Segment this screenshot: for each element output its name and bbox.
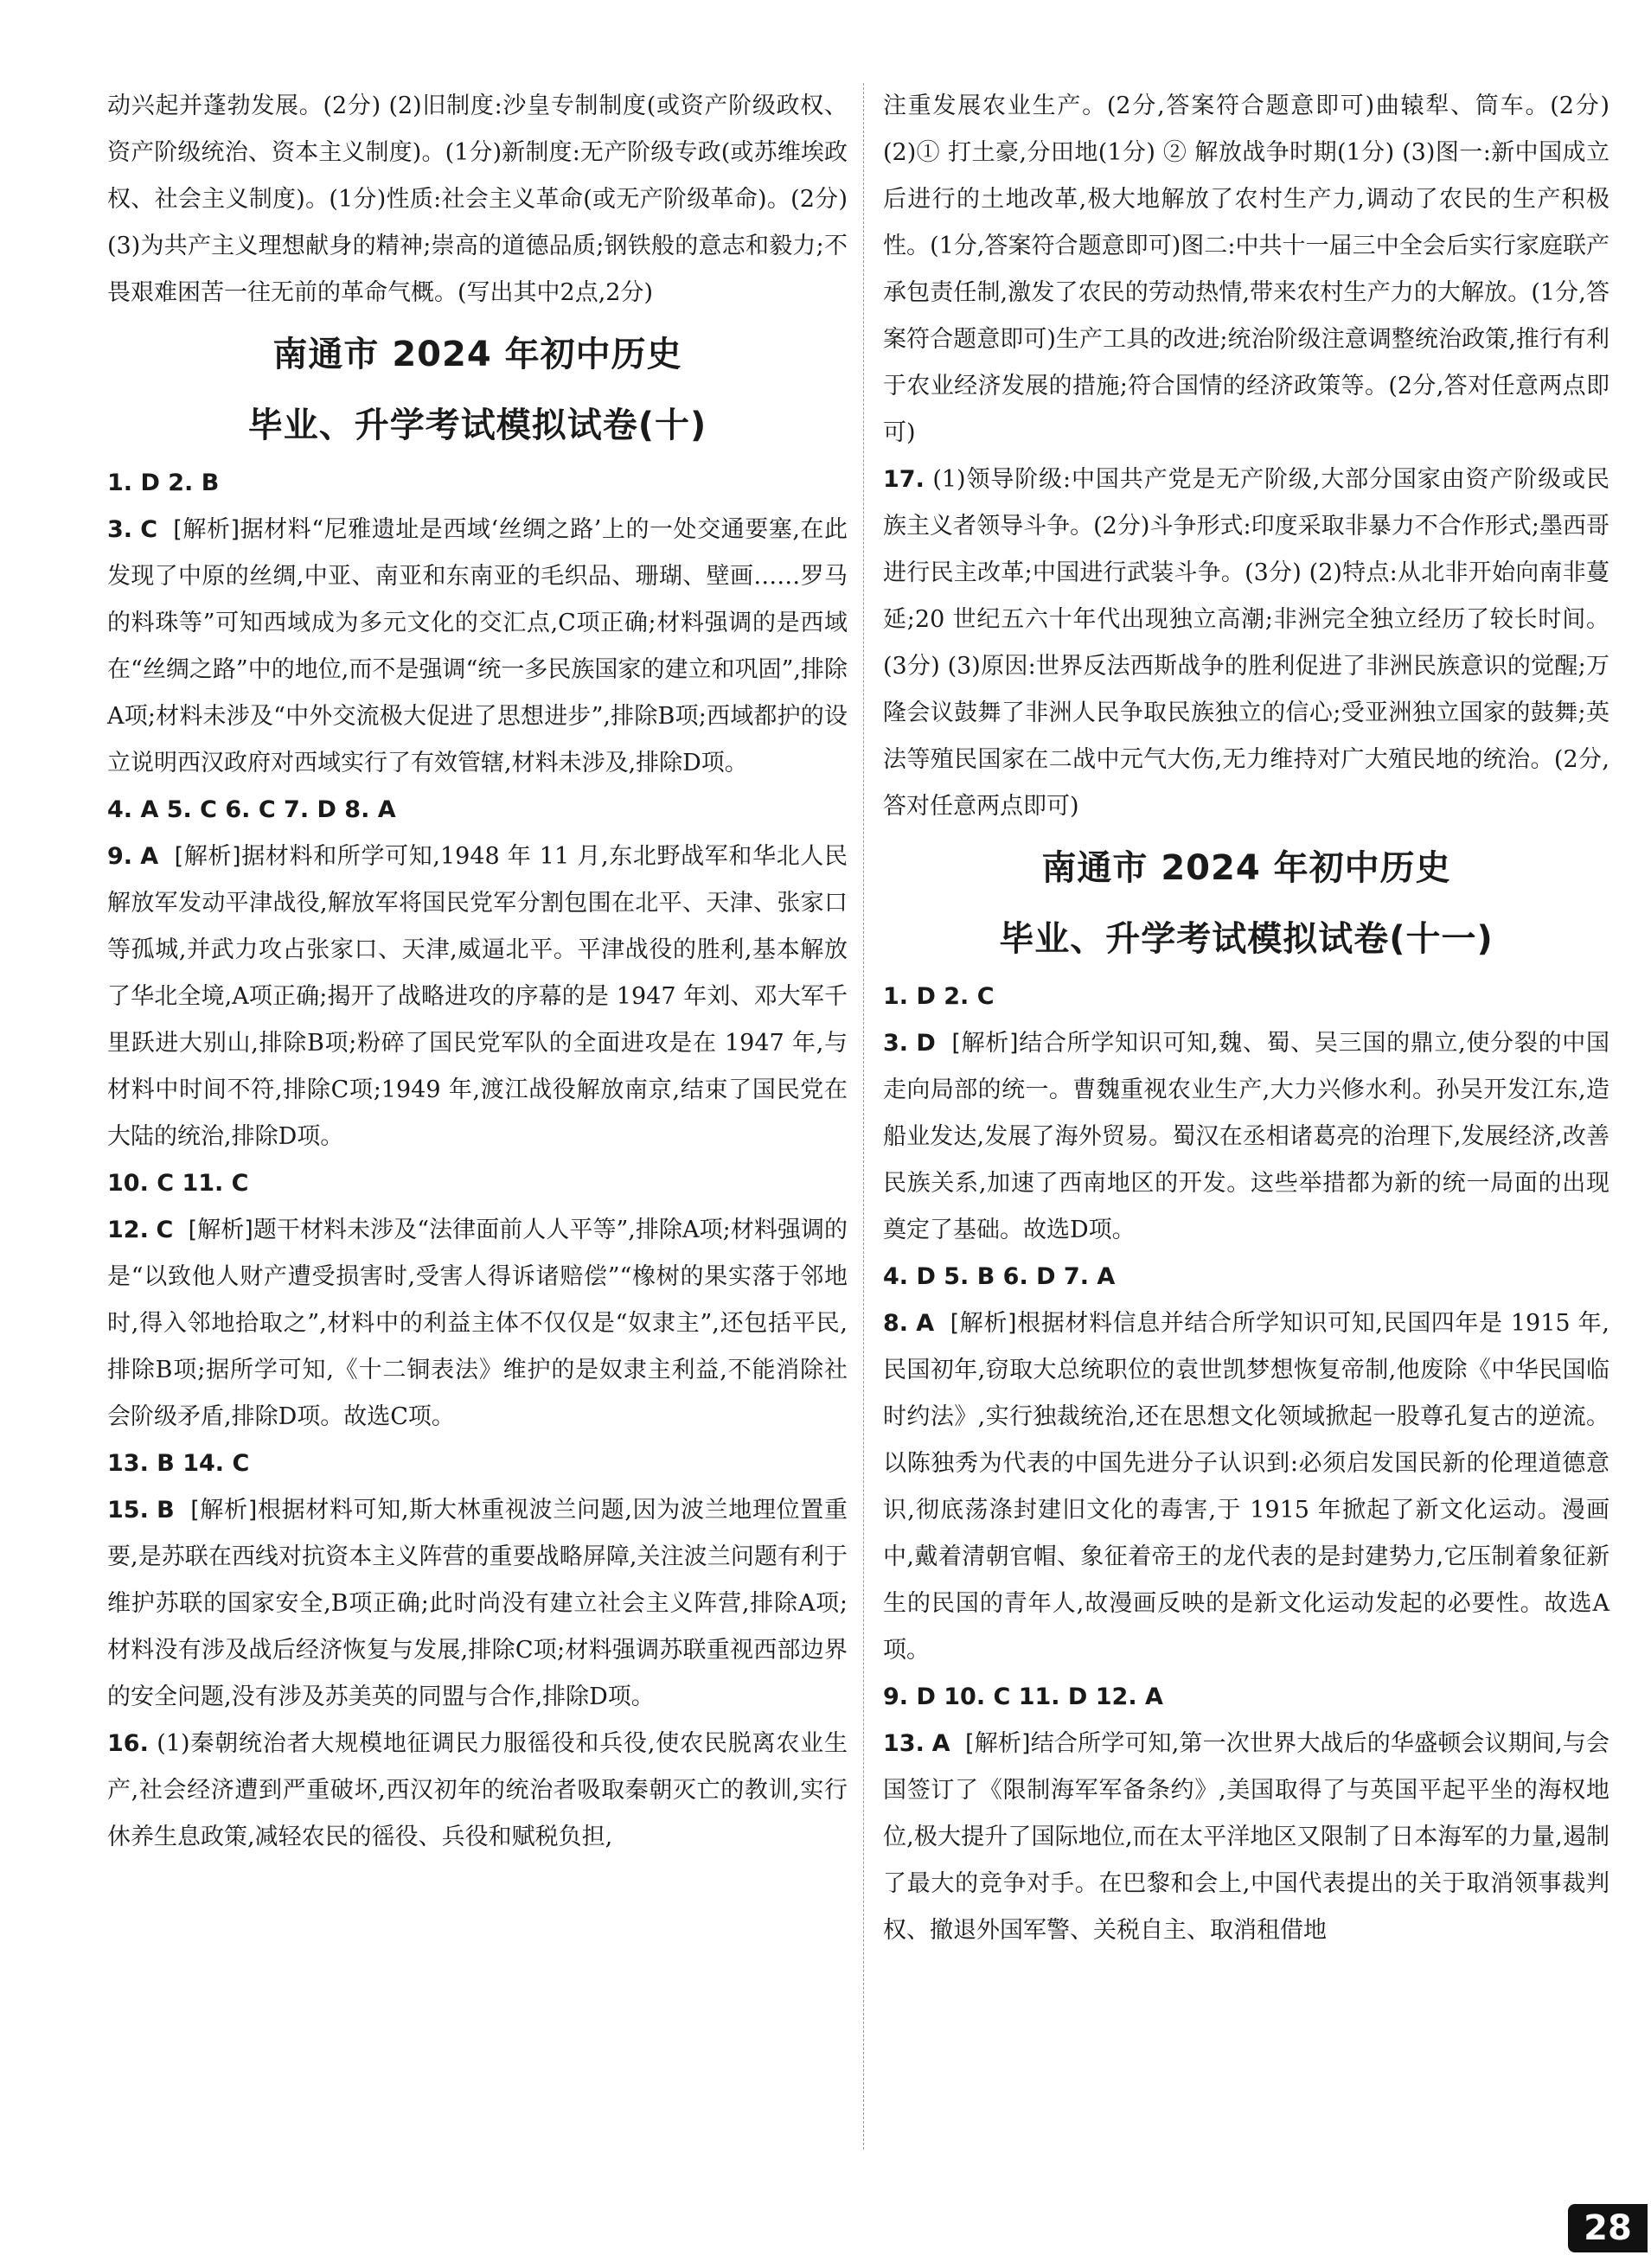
answer-item xyxy=(883,1020,1609,1254)
analysis-text: 结合所学可知,第一次世界大战后的华盛顿会议期间,与会国签订了《限制海军军备条约》,美国取得了与英国平起平坐的海权地位,极大提升了国际地位,而在太平洋地区又限制了日本海军的力量,遏制了最大的竞争对手。在巴黎和会上,中国代表提出的关于取消领事裁判权、撤退外国军警、关税自主、取消租借地 xyxy=(883,1730,1609,1944)
analysis-tag: [解析] xyxy=(174,843,241,870)
answer-list: 1. D 2. B xyxy=(107,470,220,496)
answer-list: 4. A 5. C 6. C 7. D 8. A xyxy=(107,796,396,823)
answer-item xyxy=(107,1207,848,1441)
answer-item xyxy=(107,507,848,787)
question-number: 12. xyxy=(107,1217,149,1243)
question-number: 3. xyxy=(107,516,133,543)
answer-list: 9. D 10. C 11. D 12. A xyxy=(883,1683,1163,1710)
question-number: 13. xyxy=(883,1730,925,1757)
question-number: 17. xyxy=(883,466,925,493)
left-column xyxy=(107,83,848,1861)
exam-title-line2: 毕业、升学考试模拟试卷(十一) xyxy=(999,919,1494,959)
answer-choice: C xyxy=(156,1217,174,1243)
analysis-tag: [解析] xyxy=(188,1217,253,1243)
analysis-tag: [解析] xyxy=(950,1310,1017,1337)
answer-list: 1. D 2. C xyxy=(883,983,995,1010)
analysis-text: 题干材料未涉及“法律面前人人平等”,排除A项;材料强调的是“以致他人财产遭受损害时,受害人得诉诸赔偿”“橡树的果实落于邻地时,得入邻地拾取之”,材料中的利益主体不仅仅是“奴隶主”,还包括平民,排除B项;据所学可知,《十二铜表法》维护的是奴隶主利益,不能消除社会阶级矛盾,排除D项。故选C项。 xyxy=(107,1217,848,1430)
answer-item xyxy=(107,1721,848,1861)
answer-paragraph: 注重发展农业生产。(2分,答案符合题意即可)曲辕犁、筒车。(2分) (2)① 打土豪,分田地(1分) ② 解放战争时期(1分) (3)图一:新中国成立后进行的土地改革,极大地解放了农村生产力,调动了农民的生产积极性。(1分,答案符合题意即可)图二:中共十一届三中全会后实行家庭联产承包责任制,激发了农民的劳动热情,带来农村生产力的大解放。(1分,答案符合题意即可)生产工具的改进;统治阶级注意调整统治政策,推行有利于农业经济发展的措施;符合国情的经济政策等。(2分,答对任意两点即可) xyxy=(883,93,1609,446)
answer-list: 13. B 14. C xyxy=(107,1450,250,1477)
answer-choice: C xyxy=(140,516,158,543)
analysis-tag: [解析] xyxy=(965,1730,1031,1757)
answer-text: (1)领导阶级:中国共产党是无产阶级,大部分国家由资产阶级或民族主义者领导斗争。(2分)斗争形式:印度采取非暴力不合作形式;墨西哥进行民主改革;中国进行武装斗争。(3分) (2)特点:从北非开始向南非蔓延;20 世纪五六十年代出现独立高潮;非洲完全独立经历了较长时间。(3分) (3)原因:世界反法西斯战争的胜利促进了非洲民族意识的觉醒;万隆会议鼓舞了非洲人民争取民族独立的信心;受亚洲独立国家的鼓舞;英法等殖民国家在二战中元气大伤,无力维持对广大殖民地的统治。(2分,答对任意两点即可) xyxy=(883,466,1609,820)
question-number: 3. xyxy=(883,1030,909,1057)
exam-title-line1: 南通市 2024 年初中历史 xyxy=(272,335,682,374)
answer-item xyxy=(883,1721,1609,1954)
answer-choice: B xyxy=(157,1497,175,1524)
answer-text: (1)秦朝统治者大规模地征调民力服徭役和兵役,使农民脱离农业生产,社会经济遭到严重破坏,西汉初年的统治者吸取秦朝灭亡的教训,实行休养生息政策,减轻农民的徭役、兵役和赋税负担, xyxy=(107,1730,848,1850)
analysis-text: 根据材料可知,斯大林重视波兰问题,因为波兰地理位置重要,是苏联在西线对抗资本主义阵营的重要战略屏障,关注波兰问题有利于维护苏联的国家安全,B项正确;此时尚没有建立社会主义阵营,排除A项;材料没有涉及战后经济恢复与发展,排除C项;材料强调苏联重视西部边界的安全问题,没有涉及苏美英的同盟与合作,排除D项。 xyxy=(107,1497,848,1710)
analysis-tag: [解析] xyxy=(173,516,240,543)
analysis-text: 根据材料信息并结合所学知识可知,民国四年是 1915 年,民国初年,窃取大总统职位的袁世凯梦想恢复帝制,他废除《中华民国临时约法》,实行独裁统治,还在思想文化领域掀起一股尊孔复古的逆流。以陈独秀为代表的中国先进分子认识到:必须启发国民新的伦理道德意识,彻底荡涤封建旧文化的毒害,于 1915 年掀起了新文化运动。漫画中,戴着清朝官帽、象征着帝王的龙代表的是封建势力,它压制着象征新生的民国的青年人,故漫画反映的是新文化运动发起的必要性。故选A项。 xyxy=(883,1310,1609,1664)
analysis-text: 结合所学知识可知,魏、蜀、吴三国的鼎立,使分裂的中国走向局部的统一。曹魏重视农业生产,大力兴修水利。孙吴开发江东,造船业发达,发展了海外贸易。蜀汉在丞相诸葛亮的治理下,发展经济,改善民族关系,加速了西南地区的开发。这些举措都为新的统一局面的出现奠定了基础。故选D项。 xyxy=(883,1030,1609,1243)
question-number: 16. xyxy=(107,1730,149,1757)
answer-item xyxy=(107,1487,848,1721)
question-number: 9. xyxy=(107,843,133,870)
exam-title-line1: 南通市 2024 年初中历史 xyxy=(1041,848,1451,888)
question-number: 8. xyxy=(883,1310,909,1337)
answer-choice: A xyxy=(140,843,159,870)
answer-list: 10. C 11. C xyxy=(107,1170,249,1197)
analysis-text: 据材料“尼雅遗址是西域‘丝绸之路’上的一处交通要塞,在此发现了中原的丝绸,中亚、南亚和东南亚的毛织品、珊瑚、壁画……罗马的料珠等”可知西域成为多元文化的交汇点,C项正确;材料强调的是西域在“丝绸之路”中的地位,而不是强调“统一多民族国家的建立和巩固”,排除A项;材料未涉及“中外交流极大促进了思想进步”,排除B项;西域都护的设立说明西汉政府对西域实行了有效管辖,材料未涉及,排除D项。 xyxy=(107,516,848,776)
answer-item xyxy=(883,457,1609,830)
answer-list: 4. D 5. B 6. D 7. A xyxy=(883,1263,1116,1290)
answer-item xyxy=(883,1300,1609,1674)
analysis-tag: [解析] xyxy=(951,1030,1019,1057)
answer-choice: D xyxy=(916,1030,936,1057)
answer-item xyxy=(107,834,848,1160)
right-column xyxy=(883,83,1609,1954)
answer-paragraph: 动兴起并蓬勃发展。(2分) (2)旧制度:沙皇专制制度(或资产阶级政权、资产阶级统治、资本主义制度)。(1分)新制度:无产阶级专政(或苏维埃政权、社会主义制度)。(1分)性质:社会主义革命(或无产阶级革命)。(2分) (3)为共产主义理想献身的精神;崇高的道德品质;钢铁般的意志和毅力;不畏艰难困苦一往无前的革命气概。(写出其中2点,2分) xyxy=(107,93,848,306)
analysis-text: 据材料和所学可知,1948 年 11 月,东北野战军和华北人民解放军发动平津战役,解放军将国民党军分割包围在北平、天津、张家口等孤城,并武力攻占张家口、天津,威逼北平。平津战役的胜利,基本解放了华北全境,A项正确;揭开了战略进攻的序幕的是 1947 年刘、邓大军千里跃进大别山,排除B项;粉碎了国民党军队的全面进攻是在 1947 年,与材料中时间不符,排除C项;1949 年,渡江战役解放南京,结束了国民党在大陆的统治,排除D项。 xyxy=(107,843,848,1150)
page-number: 28 xyxy=(1568,2204,1648,2252)
question-number: 15. xyxy=(107,1497,149,1524)
column-divider xyxy=(863,83,864,2150)
answer-choice: A xyxy=(931,1730,950,1757)
exam-title-line2: 毕业、升学考试模拟试卷(十) xyxy=(247,406,707,445)
analysis-tag: [解析] xyxy=(190,1497,258,1524)
answer-choice: A xyxy=(916,1310,935,1337)
